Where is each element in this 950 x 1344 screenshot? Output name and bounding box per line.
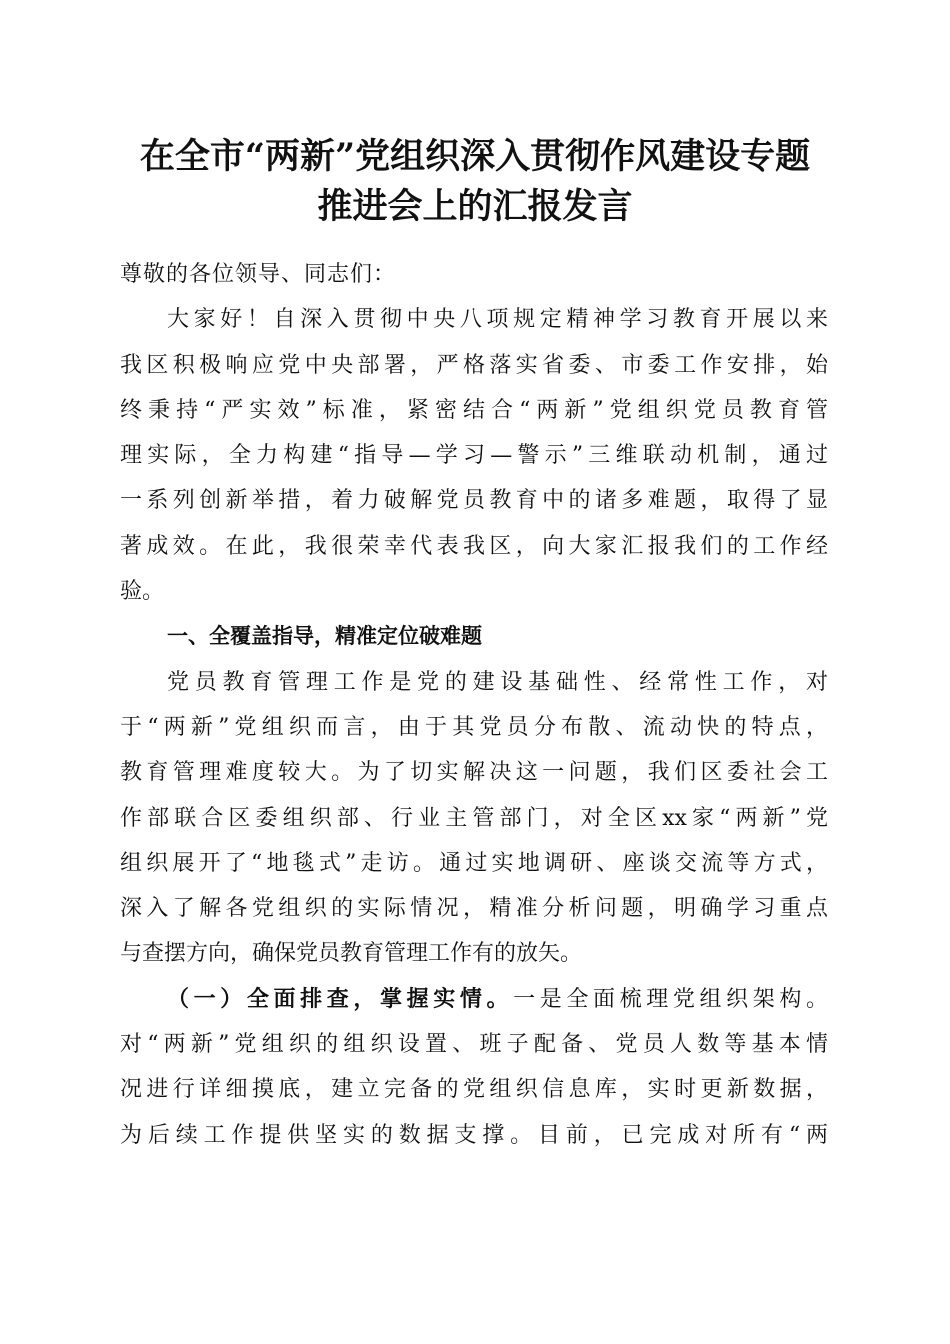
section-heading-1: 一、全覆盖指导，精准定位破难题 — [167, 624, 482, 649]
para1-line: 理实际，全力构建“指导—学习—警示”三维联动机制，通过 — [120, 443, 828, 469]
title-line-1: 在全市“两新”党组织深入贯彻作风建设专题 — [139, 136, 811, 177]
para3-line: 为后续工作提供坚实的数据支撑。目前，已完成对所有“两 — [120, 1122, 828, 1148]
title-line-2: 推进会上的汇报发言 — [317, 186, 633, 227]
document-title — [100, 132, 850, 232]
para3-line: 况进行详细摸底，建立完备的党组织信息库，实时更新数据， — [120, 1077, 828, 1103]
greeting: 尊敬的各位领导、同志们： — [120, 262, 397, 287]
para2-line: 深入了解各党组织的实际情况，精准分析问题，明确学习重点 — [120, 896, 828, 922]
para1-line: 大家好！自深入贯彻中央八项规定精神学习教育开展以来 — [167, 307, 828, 333]
subsection-1-text: 一是全面梳理党组织架构。 — [513, 986, 828, 1012]
para2-line: 组织展开了“地毯式”走访。通过实地调研、座谈交流等方式， — [120, 850, 828, 876]
document-body — [120, 252, 828, 1158]
para2-line: 作部联合区委组织部、行业主管部门，对全区xx家“两新”党 — [120, 805, 828, 831]
para3-line: 对“两新”党组织的组织设置、班子配备、党员人数等基本情 — [120, 1032, 828, 1058]
para1-line: 验。 — [120, 579, 165, 605]
para1-line: 我区积极响应党中央部署，严格落实省委、市委工作安排，始 — [120, 352, 828, 378]
subsection-1-lead: （一）全面排查，掌握实情。 — [167, 985, 514, 1012]
para2-line: 与查摆方向，确保党员教育管理工作有的放矢。 — [120, 941, 583, 967]
para2-line: 于“两新”党组织而言，由于其党员分布散、流动快的特点， — [120, 714, 828, 740]
para2-line: 教育管理难度较大。为了切实解决这一问题，我们区委社会工 — [120, 760, 828, 786]
para1-line: 著成效。在此，我很荣幸代表我区，向大家汇报我们的工作经 — [120, 533, 828, 559]
para1-line: 终秉持“严实效”标准，紧密结合“两新”党组织党员教育管 — [120, 397, 828, 423]
para2-line: 党员教育管理工作是党的建设基础性、经常性工作，对 — [167, 669, 828, 695]
para1-line: 一系列创新举措，着力破解党员教育中的诸多难题，取得了显 — [120, 488, 828, 514]
subsection-1-line — [120, 977, 828, 1022]
